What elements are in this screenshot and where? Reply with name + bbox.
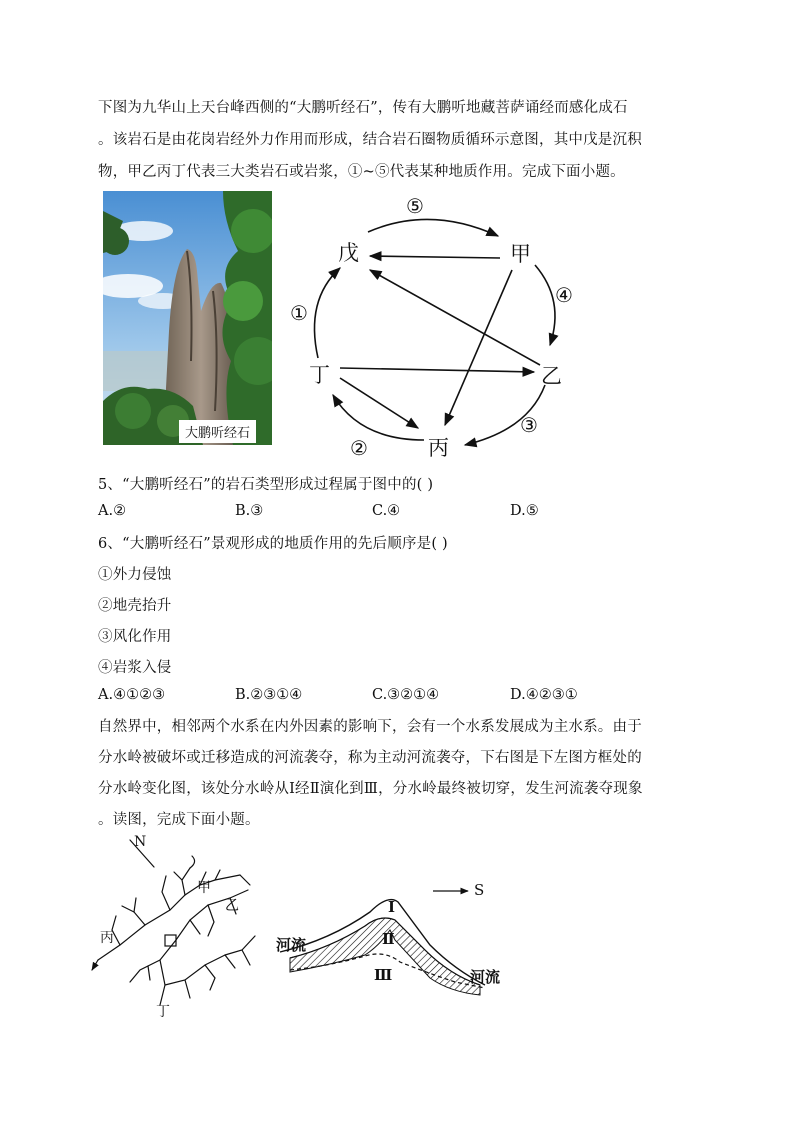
q5-stem: 5、“大鹏听经石”的岩石类型形成过程属于图中的( ) (98, 477, 434, 493)
watershed-profile (270, 870, 520, 1020)
q6-item-4: ④岩浆入侵 (98, 660, 172, 676)
river-label-right: 河流 (470, 968, 501, 986)
intro-line-2: 。该岩石是由花岗岩经外力作用而形成，结合岩石圈物质循环示意图，其中戊是沉积 (98, 132, 642, 148)
label-process-4: ④ (555, 283, 573, 307)
intro-line-3: 物，甲乙丙丁代表三大类岩石或岩浆，①~⑤代表某种地质作用。完成下面小题。 (98, 164, 625, 180)
stage-1-label: Ⅰ (388, 898, 396, 916)
q5-options (98, 503, 698, 523)
river-network-map (90, 830, 270, 1020)
arrow-ding-bing (340, 378, 418, 428)
intro2-line-1: 自然界中，相邻两个水系在内外因素的影响下，会有一个水系发展成为主水系。由于 (98, 719, 642, 735)
stage-3-label: Ⅲ (374, 966, 393, 984)
q5-option-d[interactable]: D.⑤ (510, 503, 539, 519)
intro2-line-2: 分水岭被破坏或迁移造成的河流袭夺，称为主动河流袭夺，下右图是下左图方框处的 (98, 750, 642, 766)
q6-stem: 6、“大鹏听经石”景观形成的地质作用的先后顺序是( ) (98, 536, 448, 552)
q5-option-c[interactable]: C.④ (372, 503, 401, 519)
node-jia: 甲 (510, 242, 531, 266)
arrow-yi-wu (370, 270, 540, 365)
label-process-3: ③ (520, 413, 538, 437)
q6-item-1: ①外力侵蚀 (98, 567, 172, 583)
map-label-yi: 乙 (225, 898, 239, 914)
stage-2-label: Ⅱ (382, 930, 395, 948)
arrow-ding-yi (340, 368, 534, 372)
arrow-jia-wu (370, 256, 500, 258)
south-label: S (474, 881, 485, 899)
arrow-4 (535, 265, 555, 345)
q6-option-d[interactable]: D.④②③① (510, 687, 578, 703)
node-bing: 丙 (428, 436, 449, 460)
node-yi: 乙 (541, 364, 562, 388)
river-main (98, 875, 240, 960)
label-process-1: ① (290, 301, 308, 325)
node-ding: 丁 (309, 363, 330, 387)
q5-option-b[interactable]: B.③ (235, 503, 264, 519)
map-label-ding: 丁 (156, 1004, 170, 1020)
arrow-5 (368, 219, 498, 236)
map-label-bing: 丙 (100, 930, 114, 946)
node-wu: 戊 (338, 241, 359, 265)
q6-option-c[interactable]: C.③②①④ (372, 687, 440, 703)
river-label-left: 河流 (276, 936, 307, 954)
map-north-label: N (134, 834, 147, 850)
arrow-jia-bing (445, 270, 512, 425)
intro-line-1: 下图为九华山上天台峰西侧的“大鹏听经石”，传有大鹏听地藏菩萨诵经而感化成石 (98, 100, 628, 116)
q6-item-3: ③风化作用 (98, 629, 172, 645)
river-ding (160, 940, 176, 1005)
q6-options (98, 687, 698, 707)
watershed-box (165, 935, 176, 946)
q6-item-2: ②地壳抬升 (98, 598, 172, 614)
rock-photo (103, 191, 272, 445)
label-process-2: ② (350, 436, 368, 460)
label-process-5: ⑤ (406, 194, 424, 218)
rock-photo-illustration (103, 191, 272, 445)
arrow-1 (314, 268, 340, 358)
q6-option-b[interactable]: B.②③①④ (235, 687, 303, 703)
intro2-line-3: 分水岭变化图，该处分水岭从Ⅰ经Ⅱ演化到Ⅲ，分水岭最终被切穿，发生河流袭夺现象 (98, 781, 643, 797)
q6-option-a[interactable]: A.④①②③ (98, 687, 166, 703)
photo-caption: 大鹏听经石 (179, 420, 256, 443)
q5-option-a[interactable]: A.② (98, 503, 127, 519)
arrow-3 (465, 385, 545, 445)
arrow-2 (333, 395, 424, 440)
intro2-line-4: 。读图，完成下面小题。 (98, 812, 260, 828)
map-label-jia: 甲 (197, 880, 211, 896)
